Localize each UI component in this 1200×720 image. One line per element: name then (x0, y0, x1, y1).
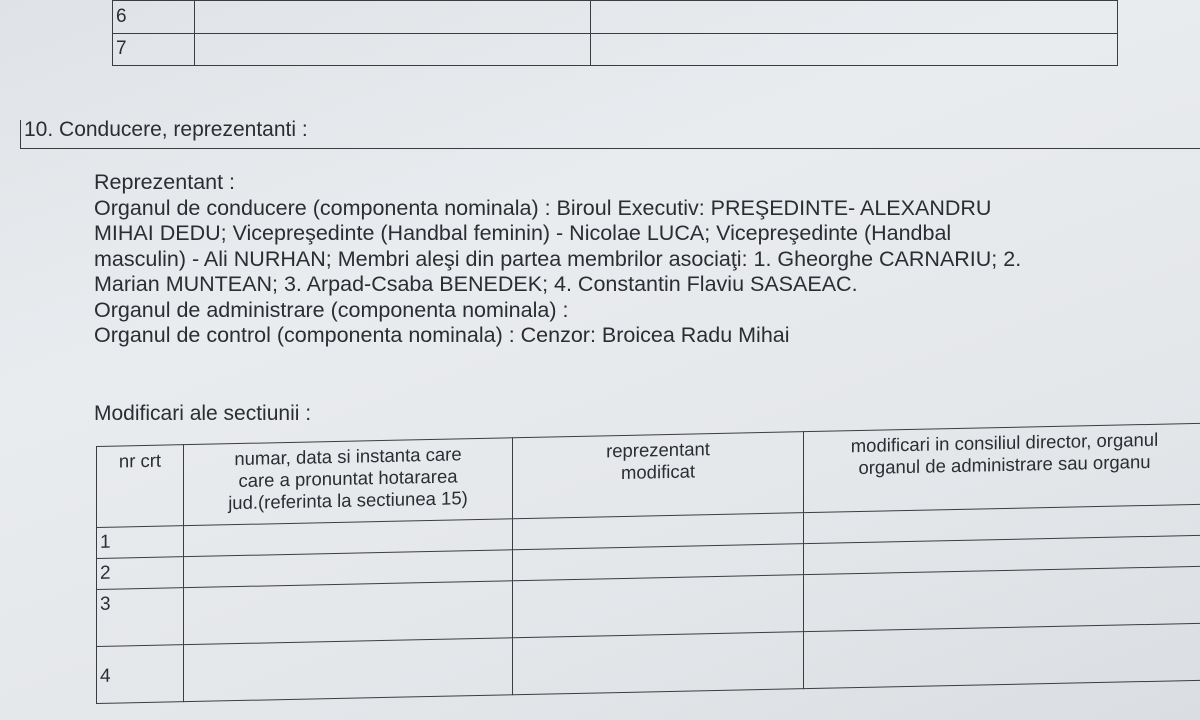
table-cell (195, 1, 591, 34)
representative-block (94, 170, 1194, 349)
header-text: numar, data si instanta care (234, 443, 462, 470)
previous-section-table (112, 0, 1118, 66)
table-row (113, 1, 1118, 34)
table-cell (195, 33, 591, 66)
table-row (113, 33, 1118, 66)
section-heading (20, 114, 1200, 148)
table-cell (184, 581, 513, 645)
row-number: 2 (97, 557, 184, 590)
table-cell (184, 638, 513, 702)
row-number: 4 (97, 645, 184, 704)
modifications-title: Modificari ale sectiunii : (94, 402, 312, 425)
table-cell (804, 566, 1200, 631)
header-representative-modified (513, 432, 804, 519)
text-line: masculin) - Ali NURHAN; Membri aleşi din partea membrilor asociaţi: 1. Gheorghe CARNARIU; 2. (94, 246, 1022, 271)
table-cell (513, 632, 804, 695)
header-text: jud.(referinta la sectiunea 15) (228, 487, 468, 514)
row-number: 7 (113, 33, 195, 66)
table-cell (513, 575, 804, 638)
header-court-decision (184, 438, 513, 526)
header-nr-crt: nr crt (97, 445, 184, 528)
text-line: MIHAI DEDU; Vicepreşedinte (Handbal feminin) - Nicolae LUCA; Vicepreşedinte (Handbal (94, 221, 952, 245)
header-text: reprezentant (606, 438, 710, 462)
table-cell (591, 33, 1118, 66)
header-text: modificat (620, 460, 696, 484)
row-number: 6 (113, 1, 195, 34)
table-cell (804, 623, 1200, 688)
text-line: Marian MUNTEAN; 3. Arpad-Csaba BENEDEK; 4. Constantin Flaviu SASAEAC. (94, 272, 858, 296)
header-text: care a pronuntat hotararea (238, 465, 458, 492)
representative-label: Reprezentant : (94, 170, 236, 194)
row-number: 3 (97, 588, 184, 647)
table-cell (591, 1, 1118, 34)
section-title: 10. Conducere, reprezentanti : (24, 118, 308, 141)
header-text: modificari in consiliul director, organul (850, 428, 1159, 457)
row-number: 1 (97, 526, 184, 559)
text-line: Organul de conducere (componenta nominala) : Biroul Executiv: PREŞEDINTE- ALEXANDRU (94, 195, 992, 220)
header-text: organul de administrare sau organu (858, 450, 1151, 479)
text-line: Organul de administrare (componenta nominala) : (94, 297, 569, 322)
modifications-table (96, 423, 1200, 704)
header-board-changes (804, 423, 1200, 512)
text-line: Organul de control (componenta nominala) : Cenzor: Broicea Radu Mihai (94, 323, 790, 347)
